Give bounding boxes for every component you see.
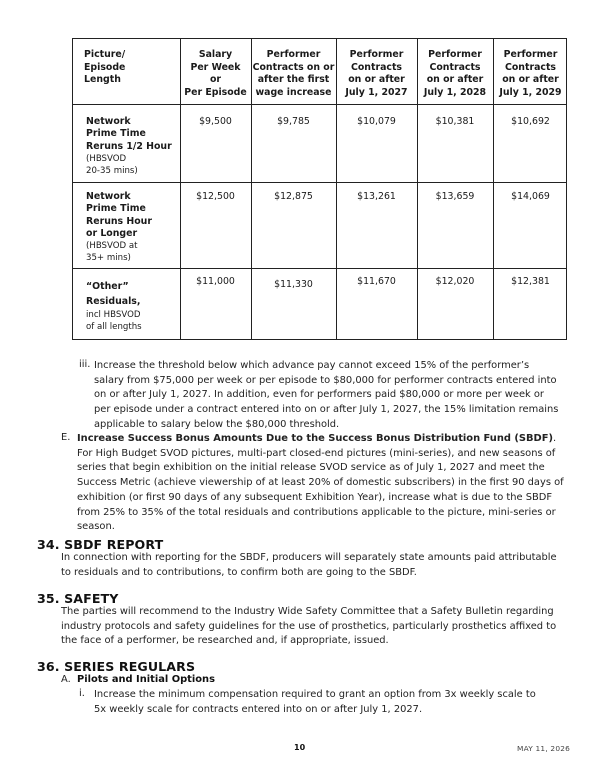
success-bonus-title: Increase Success Bonus Amounts Due to the Success Bonus Distribution Fund (SBDF) [77,433,553,444]
table-cell: $10,079 [357,116,396,127]
row-divider [73,268,566,269]
table-cell: $10,692 [511,116,550,127]
table-cell: $12,381 [511,276,550,287]
table-cell: $12,500 [196,191,235,202]
list-marker: E. [61,432,71,443]
table-header-picture-length: Picture/ Episode Length [84,49,126,86]
table-cell: $14,069 [511,191,550,202]
table-header-first-increase: Performer Contracts on or after the first wage increase [252,49,335,98]
table-cell: $13,659 [435,191,475,202]
row-label-note: (HBSVOD 20-35 mins) [86,153,138,177]
table-cell: $11,330 [274,279,313,290]
row-label-title: Network Prime Time Reruns Hour or Longer [86,191,152,239]
wage-table [72,38,567,340]
option-compensation-paragraph: Increase the minimum compensation required to grant an option from 3x weekly scale to 5x weekly scale for contracts entered into on or after July 1, 2027. [94,689,536,715]
list-marker: i. [79,688,85,699]
success-bonus-title-line [77,432,567,447]
pilots-subheading: Pilots and Initial Options [77,674,215,685]
section-35-heading: 35. SAFETY [37,591,119,606]
list-marker: A. [61,674,71,685]
row-label-note: (HBSVOD at 35+ mins) [86,241,138,264]
success-bonus-block [77,432,567,535]
table-cell: $9,500 [199,116,232,127]
table-header-2027: Performer Contracts on or after July 1, 2027 [345,49,408,98]
table-cell: $11,000 [196,276,235,287]
table-header-2028: Performer Contracts on or after July 1, 2028 [423,49,487,98]
row-label-other-residuals [86,279,181,334]
row-label-half-hour [86,116,181,177]
table-header-salary: Salary Per Week or Per Episode [184,49,247,98]
document-date: MAY 11, 2026 [517,744,571,753]
table-header-2029: Performer Contracts on or after July 1, 2029 [499,49,562,98]
table-cell: $11,670 [357,276,396,287]
table-cell: $10,381 [435,116,475,127]
header-divider [73,104,566,105]
list-marker: iii. [79,359,91,370]
table-cell: $12,020 [435,276,475,287]
page-number: 10 [294,743,306,752]
section-35-paragraph: The parties will recommend to the Industry Wide Safety Committee that a Safety Bulletin regarding industry protocols and safety guidelines for the use of prosthetics, particularly prosthetics affixed to the face of a performer, be researched and, if appropriate, issued. [61,606,557,647]
row-label-title: “Other” Residuals, [86,281,141,307]
section-36-heading: 36. SERIES REGULARS [37,659,196,674]
table-cell: $12,875 [274,191,313,202]
section-34-heading: 34. SBDF REPORT [37,537,164,552]
table-cell: $9,785 [277,116,310,127]
row-divider [73,182,566,183]
row-label-title: Network Prime Time Reruns 1/2 Hour [86,116,172,152]
row-label-note: incl HBSVOD of all lengths [86,310,142,333]
advance-pay-paragraph: Increase the threshold below which advance pay cannot exceed 15% of the performer’s salary from $75,000 per week or per episode to $80,000 for performer contracts entered into on or after July 1, 2027. In addition, even for performers paid $80,000 or more per week or per episode under a contract entered into on or after July 1, 2027, the 15% limitation remains applicable to salary below the $80,000 threshold. [94,360,559,430]
success-bonus-title-suffix: . [552,433,557,444]
section-34-paragraph: In connection with reporting for the SBDF, producers will separately state amounts paid attributable to residuals and to contributions, to confirm both are going to the SBDF. [61,552,557,578]
success-bonus-paragraph: For High Budget SVOD pictures, multi-part closed-end pictures (mini-series), and new seasons of series that begin exhibition on the initial release SVOD service as of July 1, 2027 and meet the Success Metric (achieve viewership of at least 20% of domestic subscribers) in the first 90 days of exhibition (or first 90 days of any subsequent Exhibition Year), increase what is due to the SBDF from 25% to 35% of the total residuals and contributions applicable to the picture, mini-series or season. [77,447,564,533]
table-cell: $13,261 [357,191,396,202]
row-label-hour [86,191,181,265]
